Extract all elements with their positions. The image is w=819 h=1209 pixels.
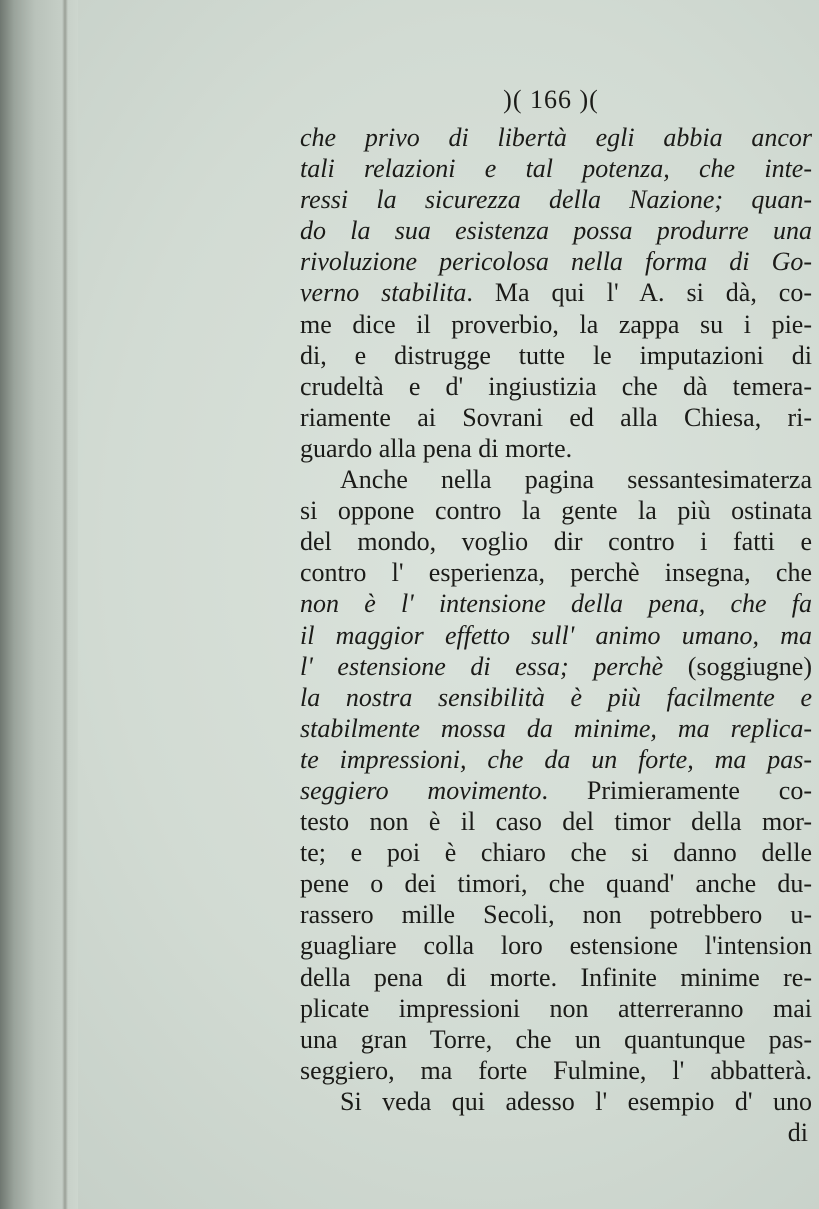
page-header: )( 166 )( (503, 85, 599, 114)
italic-run: verno stabilita (300, 278, 467, 308)
roman-run: del mondo, voglio dir contro i fatti e (300, 527, 812, 557)
roman-run: . Ma qui l' A. si dà, co- (466, 278, 812, 308)
roman-run: te; e poi è chiaro che si danno delle (300, 838, 812, 868)
roman-run: pene o dei timori, che quand' anche du- (300, 869, 812, 899)
italic-run: ressi la sicurezza della Nazione; quan- (300, 185, 812, 215)
roman-run: contro l' esperienza, perchè insegna, che (300, 558, 812, 588)
text-line (300, 993, 812, 1024)
catchword: di (787, 1118, 808, 1147)
italic-run: stabilmente mossa da minime, ma replica- (300, 713, 812, 743)
roman-run: riamente ai Sovrani ed alla Chiesa, ri- (300, 402, 812, 432)
text-line (300, 868, 812, 899)
roman-run: della pena di morte. Infinite minime re- (300, 962, 812, 992)
italic-run: la nostra sensibilità è più facilmente e (300, 682, 812, 712)
italic-run: do la sua esistenza possa produrre una (300, 216, 812, 246)
roman-run: guagliare colla loro estensione l'intension (300, 931, 812, 961)
text-line (300, 1086, 812, 1117)
text-line (300, 713, 812, 744)
text-line (300, 215, 812, 246)
roman-run: di, e distrugge tutte le imputazioni di (300, 340, 812, 370)
italic-run: l' estensione di essa; perchè (300, 651, 664, 681)
text-line (300, 806, 812, 837)
text-line (300, 588, 812, 619)
text-line (300, 899, 812, 930)
body-text (300, 122, 812, 1117)
text-line (300, 775, 812, 806)
roman-run: rassero mille Secoli, non potrebbero u- (300, 900, 812, 930)
italic-run: non è l' intensione della pena, che fa (300, 589, 812, 619)
text-line (300, 402, 812, 433)
italic-run: tali relazioni e tal potenza, che inte- (300, 154, 812, 184)
text-line (300, 246, 812, 277)
roman-run: guardo alla pena di morte. (300, 433, 573, 463)
text-line (300, 122, 812, 153)
roman-run: plicate impressioni non atterreranno mai (300, 993, 812, 1023)
text-line (300, 1024, 812, 1055)
italic-run: seggiero movimento (300, 775, 542, 805)
italic-run: il maggior effetto sull' animo umano, ma (300, 620, 812, 650)
italic-run: rivoluzione pericolosa nella forma di Go- (300, 247, 812, 277)
text-line (300, 744, 812, 775)
text-line (300, 526, 812, 557)
roman-run: Anche nella pagina sessantesimaterza (340, 465, 812, 495)
text-line (300, 495, 812, 526)
roman-run: testo non è il caso del timor della mor- (300, 807, 812, 837)
roman-run: Si veda qui adesso l' esempio d' uno (340, 1086, 812, 1116)
roman-run: . Primieramente co- (541, 775, 812, 805)
text-line (300, 153, 812, 184)
roman-run: si oppone contro la gente la più ostinata (300, 496, 812, 526)
text-block (300, 84, 812, 1148)
text-line (300, 682, 812, 713)
roman-run: (soggiugne) (663, 651, 812, 681)
text-line (300, 620, 812, 651)
text-line (300, 309, 812, 340)
text-line (300, 371, 812, 402)
text-line (300, 557, 812, 588)
text-line (300, 930, 812, 961)
page-fold-shadow (62, 0, 68, 1209)
text-line (300, 1055, 812, 1086)
roman-run: me dice il proverbio, la zappa su i pie- (300, 309, 812, 339)
text-line (300, 277, 812, 308)
text-line (300, 962, 812, 993)
roman-run: seggiero, ma forte Fulmine, l' abbatterà. (300, 1055, 812, 1085)
italic-run: te impressioni, che da un forte, ma pas- (300, 744, 812, 774)
text-line (300, 184, 812, 215)
text-line (300, 837, 812, 868)
roman-run: crudeltà e d' ingiustizia che dà temera- (300, 371, 812, 401)
roman-run: una gran Torre, che un quantunque pas- (300, 1024, 812, 1054)
italic-run: che privo di libertà egli abbia ancor (300, 123, 812, 152)
text-line (300, 340, 812, 371)
text-line (300, 651, 812, 682)
text-line (300, 433, 812, 464)
text-line (300, 464, 812, 495)
